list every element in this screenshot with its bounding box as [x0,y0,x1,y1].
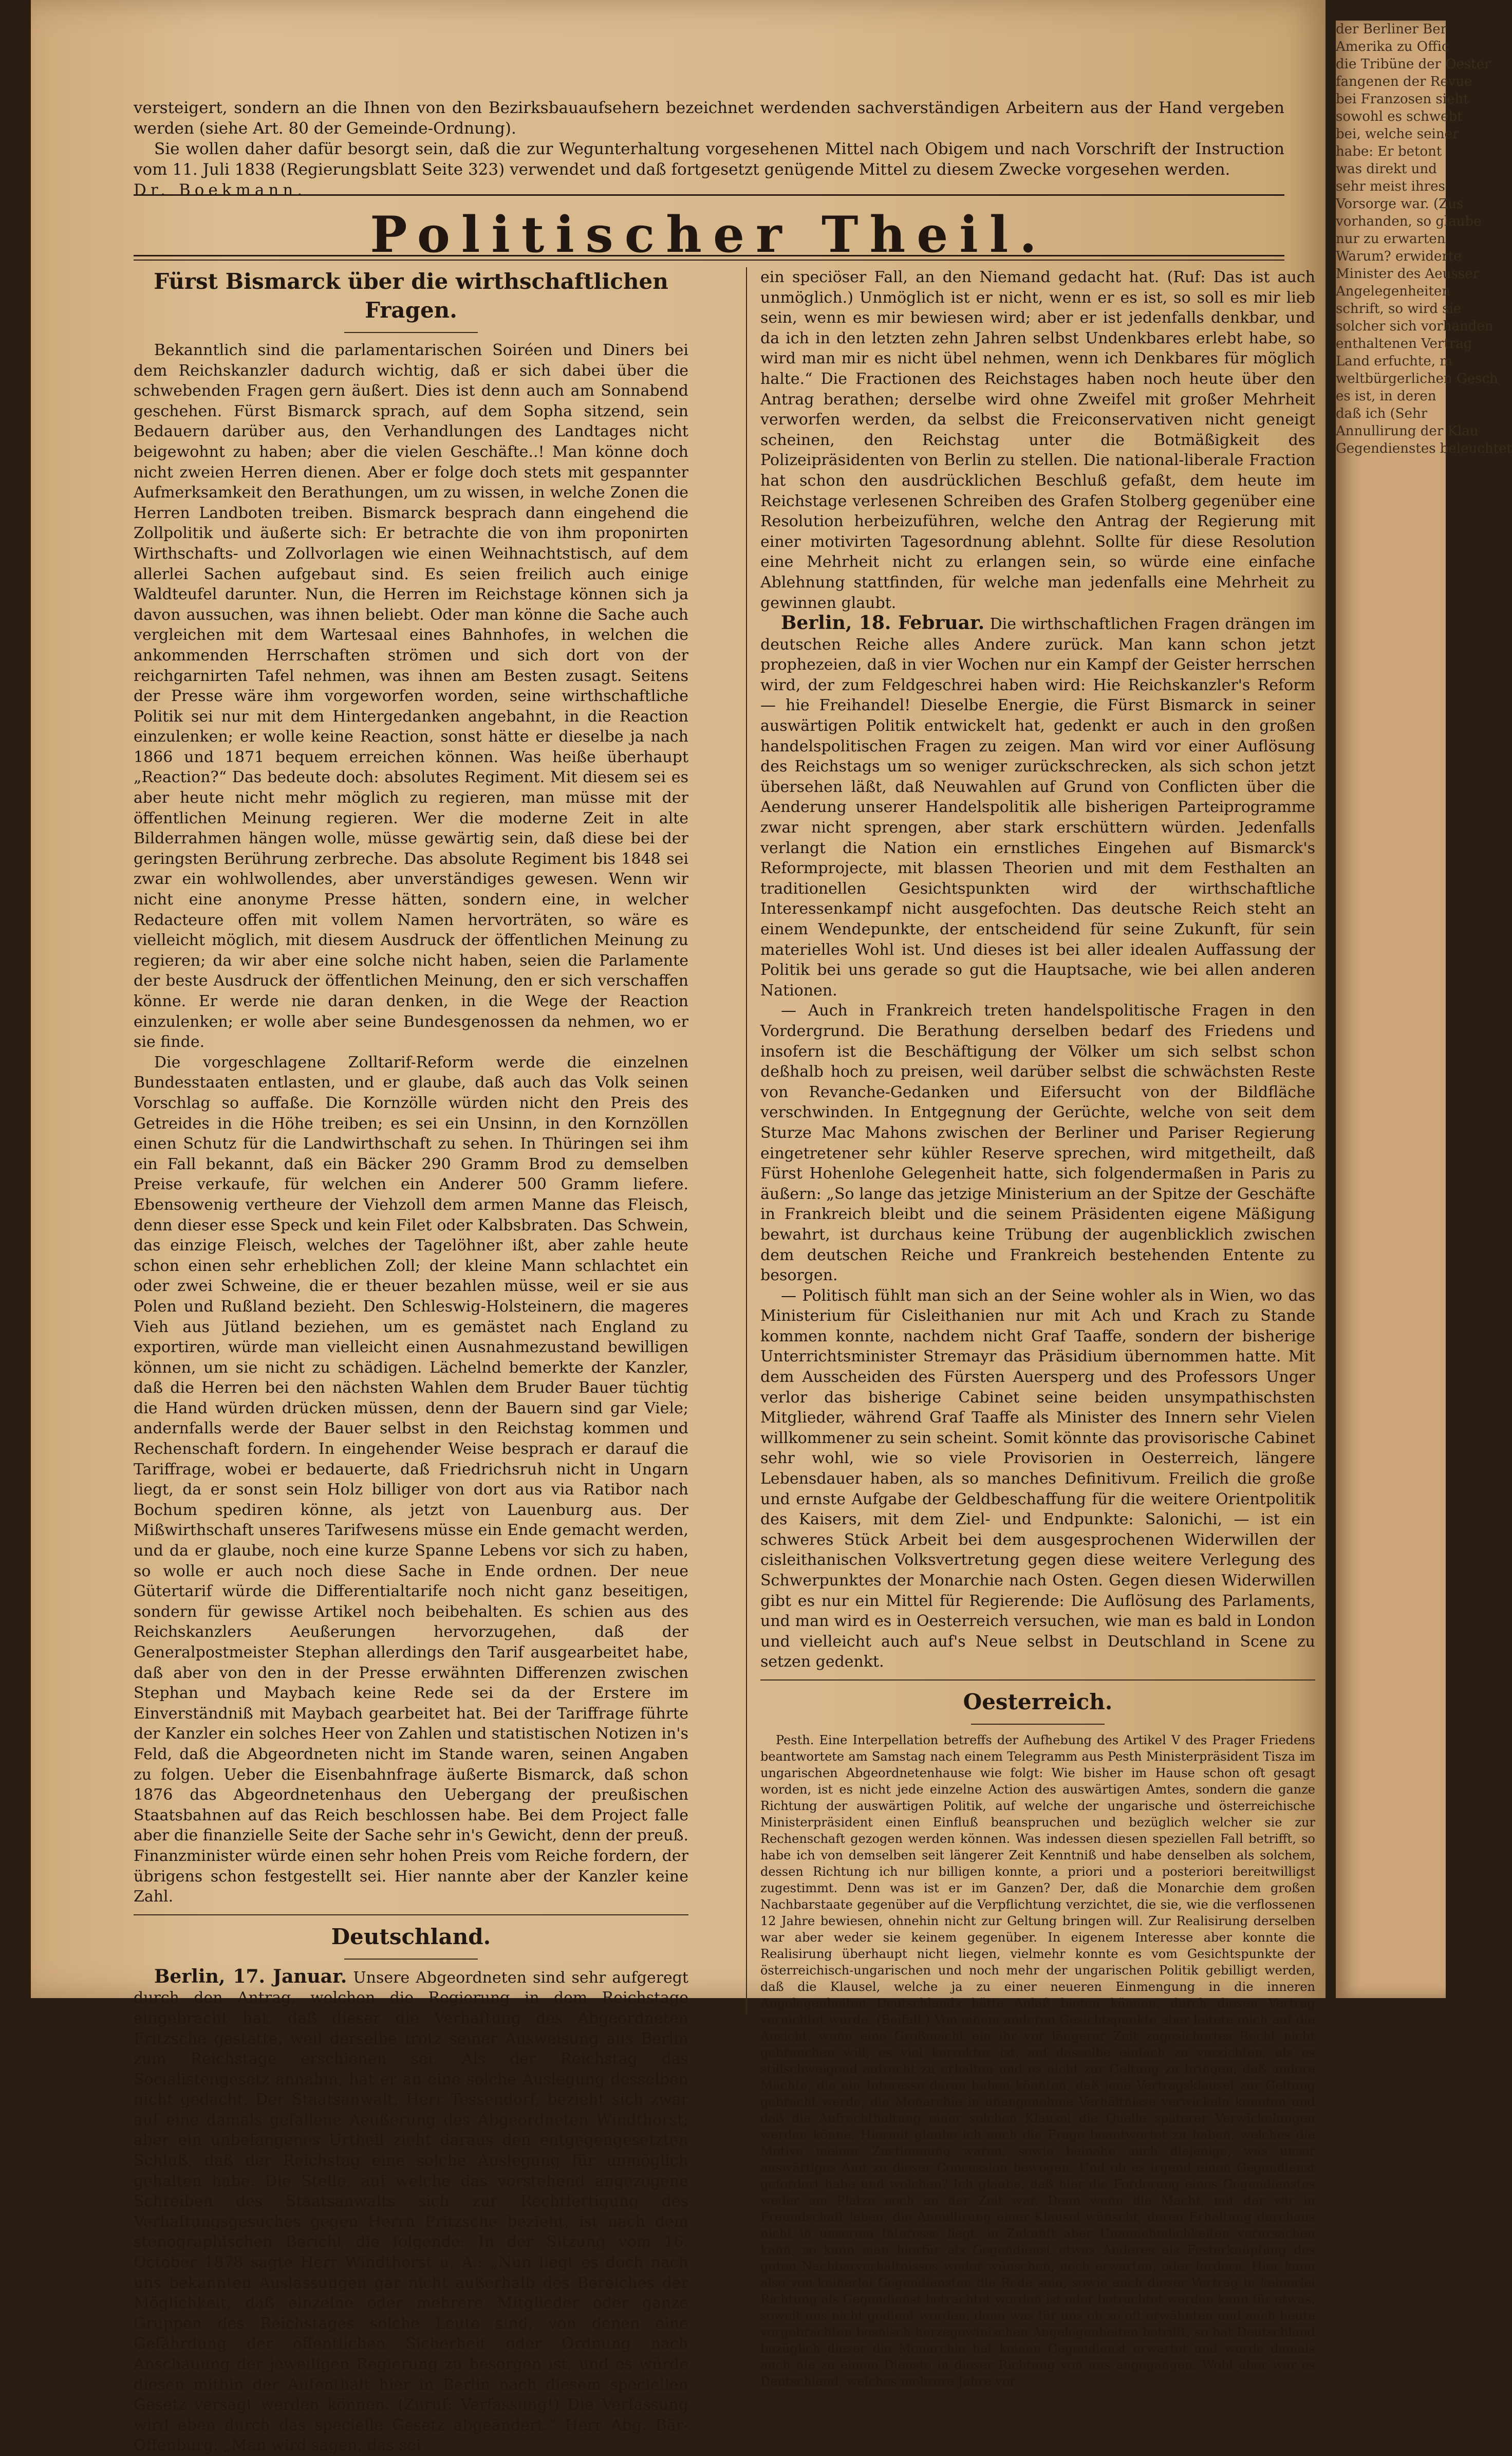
edge-text-line: Warum? erwiderte [1336,249,1462,264]
edge-text-line: sowohl es schwebt [1336,109,1463,124]
edge-text-line: der Berliner Ber [1336,22,1447,37]
dateline: Berlin, 18. Februar. [781,612,985,634]
edge-text-line: solcher sich vorhanden [1336,319,1494,334]
article-paragraph: Unsere Abgeordneten sind sehr aufgeregt durch den Antrag, welchen die Regierung in dem Reichstage eingebracht hat, daß dieser die Verhaftung des Abgeordneten Fritzsche gestatte, weil derselbe trotz seiner Ausweisung aus Berlin zum Reichstage erschienen sei. Als der Reichstag das Socialistengesetz annahm, hat er an eine solche Auslegung desselben nicht gedacht. Der Staatsanwalt, Herr Tessendorf, bezieht sich zwar auf eine damals gefallene Aeußerung des Abgeordneten Windthorst; aber ein unbefangenes Urtheil zieht daraus den entgegengesetzten Schluß, daß der Reichstag eine solche Auslegung für unmöglich gehalten habe. Die Stelle, auf welche das vorstehend angezogene Schreiben des Staatsanwalts sich zur Rechtfertigung des Verhaftungsgesuches gegen Herrn Fritzsche bezieht, ist nach dem stenographischen Bericht die folgende: In der Sitzung vom 16. October 1878 sagte Herr Windthorst u. A.: „Nun liegt es doch nach uns bekannten Auslassungen gar nicht außerhalb des Bereiches der Möglichkeit, daß einzelne oder mehrere Mitglieder oder ganze Gruppen des Reichstages solche Leute sind, von denen eine Gefährdung der öffentlichen Sicherheit oder Ordnung nach Anschauung der jeweiligen Regierung zu besorgen ist, und es würde diesen mithin der Aufenthalt hier in Berlin nach diesem speciellen Gesetz versagt werden können. (Zuruf: Verfassung!) Die Verfassung wird eben durch das specielle Gesetz abgeändert.“ Herr Abg. Bär-Offenburg: „Man wird sagen, das sei [134,1968,688,2455]
edge-text-line: Vorsorge war. (Zus [1336,196,1464,212]
edge-text-line: daß ich (Sehr [1336,406,1428,421]
edge-text-lines [1336,21,1512,457]
edge-text-line: bei Franzosen sieht [1336,91,1469,107]
dateline: Berlin, 17. Januar. [154,1965,347,1987]
section-heading-oesterreich: Oesterreich. [963,1689,1113,1714]
notice-line-2: Sie wollen daher dafür besorgt sein, daß die zur Wegunterhaltung vorgesehenen Mittel nach Obigem und nach Vorschrift der Instruction vom 11. Juli 1838 (Regierungsblatt Seite 323) verwendet und daß fortgesetzt genügende Mittel zu diesem Zwecke vorgesehen werden. [134,140,1284,179]
small-print-block [760,1732,1315,2390]
section-divider [760,1679,1315,1681]
edge-text-line: Annullirung der Klau [1336,423,1479,439]
heading-rule [971,1724,1105,1725]
heading-rule [344,1959,478,1960]
article-paragraph: ein speciöser Fall, an den Niemand gedacht hat. (Ruf: Das ist auch unmöglich.) Unmöglich ist er nicht, wenn er es ist, so soll es mir lieb sein, wenn es mir bewiesen wird; aber er ist jedenfalls denkbar, und da ich in den letzten zehn Jahren selbst Undenkbares erlebt habe, so wird man mir es nicht übel nehmen, wenn ich Denkbares für möglich halte.“ Die Fractionen des Reichstages haben noch heute über den Antrag berathen; derselbe wird ohne Zweifel mit großer Mehrheit verworfen werden, da selbst die Freiconservativen nicht geneigt scheinen, den Reichstag unter die Botmäßigkeit des Polizeipräsidenten von Berlin zu stellen. Die national-liberale Fraction hat schon den ausdrücklichen Beschluß gefaßt, dem heute im Reichstage verlesenen Schreiben des Grafen Stolberg gegenüber eine Resolution herbeizuführen, welche den Antrag der Regierung mit einer motivirten Tagesordnung ablehnt. Sollte für diese Resolution eine Mehrheit nicht zu erlangen sein, so würde eine einfache Ablehnung stattfinden, für welche man jedenfalls eine Mehrheit zu gewinnen glaubt. [760,268,1315,612]
edge-text-line: bei, welche seiner [1336,126,1459,142]
article-paragraph: Bekanntlich sind die parlamentarischen Soiréen und Diners bei dem Reichskanzler dadurch wichtig, daß er sich dabei über die schwebenden Fragen gern äußert. Dies ist denn auch am Sonnabend geschehen. Fürst Bismarck sprach, auf dem Sopha sitzend, sein Bedauern darüber aus, den Verhandlungen des Landtages nicht beigewohnt zu haben; aber die vielen Geschäfte..! Man könne doch nicht zweien Herren dienen. Aber er folge doch stets mit gespannter Aufmerksamkeit den Berathungen, um zu wissen, in welche Zonen die Herren Landboten treiben. Bismarck besprach dann eingehend die Zollpolitik und äußerte sich: Er betrachte die von ihm proponirten Wirthschafts- und Zollvorlagen wie einen Weihnachtstisch, auf dem allerlei Sachen aufgebaut sind. Es seien freilich auch einige Waldteufel darunter. Nun, die Herren im Reichstage können sich ja davon aussuchen, was ihnen beliebt. Oder man könne die Sache auch vergleichen mit dem Wartesaal eines Bahnhofes, in welchen die ankommenden Herrschaften strömen und sich dort von der reichgarnirten Tafel nehmen, was ihnen am Besten zusagt. Seitens der Presse wäre ihm vorgeworfen worden, seine wirthschaftliche Politik sei nur mit dem Hintergedanken angebahnt, in die Reaction einzulenken; er wolle keine Reaction, sonst hätte er dieselbe ja nach 1866 und 1871 bequem erreichen können. Was heiße überhaupt „Reaction?“ Das bedeute doch: absolutes Regiment. Mit diesem sei es aber heute nicht mehr möglich zu regieren, man müsse mit der öffentlichen Meinung regieren. Wer die moderne Zeit in alte Bilderrahmen hängen wolle, müsse gewärtig sein, daß diese bei der geringsten Berührung zerbreche. Das absolute Regiment bis 1848 sei zwar ein wohlwollendes, aber unverständiges gewesen. Wenn wir nicht eine anonyme Presse hätten, sondern eine, in welcher Redacteure offen mit vollem Namen hervorträten, so wäre es vielleicht möglich, mit diesem Ausdruck der öffentlichen Meinung zu regieren; da wir aber eine solche nicht haben, seien die Parlamente der beste Ausdruck der öffentlichen Meinung, den er sich verschaffen könne. Er werde nie daran denken, in die Wege der Reaction einzulenken; er wolle aber seine Bundesgenossen da nehmen, wo er sie finde. [134,341,688,1051]
masthead-rule [134,255,1284,261]
article-paragraph: Die wirthschaftlichen Fragen drängen im deutschen Reiche alles Andere zurück. Man kann schon jetzt prophezeien, daß in vier Wochen nur ein Kampf der Geister herrschen wird, der zum Feldgeschrei haben wird: Hie Reichskanzler's Reform — hie Freihandel! Dieselbe Energie, die Fürst Bismarck in seiner auswärtigen Politik entwickelt hat, gedenkt er auch in den großen handelspolitischen Fragen zu zeigen. Man wird vor einer Auflösung des Reichstags um so weniger zurückschrecken, als sich schon jetzt übersehen läßt, daß Neuwahlen auf Grund von Conflicten über die Aenderung unserer Handelspolitik alle bisherigen Parteiprogramme zwar nicht sprengen, aber stark erschüttern würden. Jedenfalls verlangt die Nation ein ernstliches Eingehen auf Bismarck's Reformprojecte, mit blassen Theorien und mit dem Festhalten an traditionellen Gesichtspunkten wird der wirthschaftliche Interessenkampf nicht ausgefochten. Das deutsche Reich steht an einem Wendepunkte, der entscheidend für seine Zukunft, für sein materielles Wohl ist. Und dieses ist bei aller idealen Auffassung der Politik bei uns gerade so gut die Hauptsache, wie bei allen anderen Nationen. [760,615,1315,1000]
edge-text-line: Amerika zu Offic [1336,39,1449,54]
article-paragraph: Die vorgeschlagene Zolltarif-Reform werde die einzelnen Bundesstaaten entlasten, und er glaube, daß auch das Volk seinen Vorschlag so auffaße. Die Kornzölle würden nicht den Preis des Getreides in die Höhe treiben; es sei ein Unsinn, in den Kornzöllen einen Schutz für die Landwirthschaft zu sehen. In Thüringen sei ihm ein Fall bekannt, daß ein Bäcker 290 Gramm Brod zu demselben Preise verkaufe, für welchen ein Anderer 500 Gramm liefere. Ebensowenig vertheure der Viehzoll dem armen Manne das Fleisch, denn dieser esse Speck und kein Filet oder Kalbsbraten. Das Schwein, das einzige Fleisch, welches der Tagelöhner ißt, aber zahle heute schon einen sehr erheblichen Zoll; der kleine Mann schlachtet ein oder zwei Schweine, die er theuer bezahlen müsse, weil er sie aus Polen und Rußland bezieht. Den Schleswig-Holsteinern, die mageres Vieh aus Jütland beziehen, um es gemästet nach England zu exportiren, würde man vielleicht einen Ausnahmezustand bewilligen können, um sie nicht zu schädigen. Lächelnd bemerkte der Kanzler, daß die Herren bei den nächsten Wahlen dem Bruder Bauer tüchtig die Hand würden drücken müssen, denn der Bauern sind gar Viele; andernfalls werde der Bauer selbst in den Reichstag kommen und Rechenschaft fordern. In eingehender Weise besprach er darauf die Tariffrage, wobei er bedauerte, daß Friedrichsruh nicht in Ungarn liegt, da er sonst sein Holz billiger von dort aus via Ratibor nach Bochum spediren könne, als jetzt von Lauenburg aus. Der Mißwirthschaft unseres Tarifwesens müsse ein Ende gemacht werden, und da er glaube, noch eine kurze Spanne Lebens vor sich zu haben, so wolle er auch noch diese Sache in Ende ordnen. Der neue Gütertarif würde die Differentialtarife noch nicht ganz beseitigen, sondern für gewisse Artikel noch beibehalten. Es schien aus des Reichskanzlers Aeußerungen hervorzugehen, daß der Generalpostmeister Stephan allerdings den Tarif ausgearbeitet habe, daß aber von den in der Presse erwähnten Differenzen zwischen Stephan und Maybach keine Rede sei da der Erstere im Einverständniß mit Maybach gearbeitet hat. Bei der Tariffrage führte der Kanzler ein solches Heer von Zahlen und statistischen Notizen in's Feld, daß die Abgeordneten nicht im Stande waren, seinen Angaben zu folgen. Ueber die Eisenbahnfrage äußerte Bismarck, daß schon 1876 das Abgeordnetenhaus den Uebergang der preußischen Staatsbahnen auf das Reich beschlossen habe. Bei dem Project falle aber die finanzielle Seite der Sache sehr in's Gewicht, denn der preuß. Finanzminister würde einen sehr hohen Preis vom Reiche fordern, der übrigens schon festgestellt sei. Hier nannte aber der Kanzler keine Zahl. [134,1053,688,1906]
edge-text-line: Angelegenheiten [1336,284,1451,299]
edge-text-line: es ist, in deren [1336,389,1436,404]
edge-text-line: Land erfuchte, m [1336,354,1452,369]
edge-text-line: schrift, so wird sie [1336,301,1462,317]
edge-text-line: die Tribüne der Oester [1336,57,1491,72]
edge-text-line: sehr meist ihres [1336,179,1445,194]
edge-text-line: weltbürgerlichen Gesch [1336,371,1498,386]
edge-text-line: nur zu erwarten [1336,231,1446,247]
column-divider [746,267,747,2015]
edge-text-line: was direkt und [1336,161,1437,177]
edge-text-line: Minister des Aeusser [1336,266,1479,282]
section-divider [134,1914,688,1915]
article-heading-bismarck: Fürst Bismarck über die wirthschaftlichen Fragen. [154,269,668,323]
divider-rule [134,194,1284,196]
official-notice [134,98,1284,200]
notice-line-1: versteigert, sondern an die Ihnen von den Bezirksbauaufsehern bezeichnet werdenden sachverständigen Arbeitern aus der Hand vergeben werden (siehe Art. 80 der Gemeinde-Ordnung). [134,99,1284,138]
article-paragraph: — Auch in Frankreich treten handelspolitische Fragen in den Vordergrund. Die Berathung derselben bedarf des Friedens und insofern ist die Beschäftigung der Völker um sich selbst schon deßhalb hoch zu preisen, weil darüber selbst die schwächsten Reste von Revanche-Gedanken und Eifersucht von der Bildfläche verschwinden. In Entgegnung der Gerüchte, welche von seit dem Sturze Mac Mahons zwischen der Berliner und Pariser Regierung eingetretener sehr kühler Reserve sprechen, wird mitgetheilt, daß Fürst Hohenlohe Gelegenheit hatte, sich folgendermaßen in Paris zu äußern: „So lange das jetzige Ministerium an der Spitze der Geschäfte in Frankreich bleibt und die seinem Präsidenten eigene Mäßigung bewahrt, ist durchaus keine Trübung der augenblicklich zwischen dem deutschen Reiche und Frankreich bestehenden Entente zu besorgen. [760,1002,1315,1285]
heading-rule [344,332,478,333]
article-paragraph: — Politisch fühlt man sich an der Seine wohler als in Wien, wo das Ministerium für Cisleithanien nur mit Ach und Krach zu Stande kommen konnte, nachdem nicht Graf Taaffe, sondern der bisherige Unterrichtsminister Stremayr das Präsidium übernommen hatte. Mit dem Ausscheiden des Fürsten Auersperg und des Professors Unger verlor das bisherige Cabinet seine beiden unsympathischsten Mitglieder, während Graf Taaffe als Minister des Innern sehr Vielen willkommener zu sein scheint. Somit könnte das provisorische Cabinet sehr wohl, wie so viele Provisorien in Oesterreich, längere Lebensdauer haben, als so manches Definitivum. Freilich die große und ernste Aufgabe der Geldbeschaffung für die weitere Orientpolitik des Kaisers, mit dem Ziel- und Endpunkte: Salonichi, — ist ein schweres Stück Arbeit bei dem ausgesprochenen Widerwillen der cisleithanischen Volksvertretung gegen diese weitere Verlegung des Schwerpunktes der Monarchie nach Osten. Gegen diesen Widerwillen gibt es nur ein Mittel für Regierende: Die Auflösung des Parlaments, und man wird es in Oesterreich versuchen, wie man es bald in London und vielleicht auch auf's Neue selbst in Deutschland in Scene zu setzen gedenkt. [760,1286,1315,1671]
section-heading-deutschland: Deutschland. [331,1924,491,1949]
section-masthead: Politischer Theil. [370,206,1048,264]
edge-text-line: Gegendienstes beleuchtet [1336,441,1512,456]
edge-text-line: habe: Er betont [1336,144,1442,159]
edge-text-line: fangenen der Revue [1336,74,1472,89]
article-paragraph: Pesth. Eine Interpellation betreffs der Aufhebung des Artikel V des Prager Friedens beantwortete am Samstag nach einem Telegramm aus Pesth Ministerpräsident Tisza im ungarischen Abgeordnetenhause wie folgt: Wie bisher im Hause schon oft gesagt worden, ist es nicht jede einzelne Action des auswärtigen Amtes, sondern die ganze Richtung der auswärtigen Politik, auf welche der ungarische und österreichische Ministerpräsident einen Einfluß beanspruchen und bezüglich welcher sie zur Rechenschaft gezogen werden können. Was indessen diesen speziellen Fall betrifft, so habe ich von demselben seit längerer Zeit Kenntniß und habe denselben als solchem, dessen Richtung ich nur billigen konnte, a priori und a posteriori bereitwilligst zugestimmt. Denn was ist er im Ganzen? Der, daß die Monarchie dem großen Nachbarstaate gegenüber auf die Verpflichtung verzichtet, die sie, wie die verflossenen 12 Jahre bewiesen, ohnehin nicht zur Geltung bringen will. Zur Realisirung derselben war aber weder sie keinem gegenüber. In eigenem Interesse aber konnte die Realisirung überhaupt nicht liegen, vielmehr konnte es vom Gesichtspunkte der österreichisch-ungarischen und noch mehr der ungarischen Politik gebilligt werden, daß die Klausel, welche ja zu einer neueren Einmengung in die inneren Angelegenheiten Deutschlands hätte Anlaß bieten können, durch diesen Vertrag vernichtet wurde. (Beifall.) Von einem anderen Gesichtspunkte aber leitete mich auf die Ansicht, wenn eine Großmacht ein ihr vor längerer Zeit zugesichertes Recht nicht gebrauchen will, es viel korrekter ist, auf dasselbe einfach zu verzichten, als es stillschweigend aufrecht zu erhalten und es nicht zur Geltung zu bringen; daß andere Mächte, die ein Interesse daran haben könnten, daß jene Vertragsklausel zur Geltung gebracht werde, die Monarchie in unangenehme Verhältnisse verwickeln konnten und daß die Aufrechthaltung einer solchen Klausel die Quelle späterer Verwickelungen werden könne. Hiermit glaube ich auch die Frage beantwortet zu haben, welches die Motive meiner Zustimmung waren, sowie beinahe auch diejenige, was unser auswärtiges Amt zu dieser Concession bewogen. Und ob es irgend einen Gegendienst gefordert habe und welchen? Ich glaube, daß hier die Forderung eines Gegendienstes weder am Platze noch an der Zeit war. Denn wenn die Macht, mit der wir in Freundschaft leben, die Annullirung einer Klausel wünscht, deren Erhaltung durchaus nicht in unserem Interesse liegt, in Zukunft aber Unannehmlichkeiten verursachen kann, so kann man hierfür als Gegendienst etwas Anderes als Festerknüpfung des guten Nachbarverhältnisses weder wünschen, noch erwarten, oder fordern. Hier kann also von keinerlei Gegendiensten die Rede sein, sowie auch dieser Vertrag in keinerlei Richtung als Gegendienst betrachtet worden ist oder betrachtet werden kann für etwas, soweit uns nicht gedient worden; denn was für uns ob so oft erwähnten und auch heute vorgebrachten bosnisch-herzegowinischen Angelegenheiten betrifft, so hat Deutschland bezüglich dieser die Monarchie hat keinen Gegendienst erwartet und wurde damals auch nie zu einem Dienste in dieser Richtung von uns angegangen. Wohl aber war es Deutschland, welches mehrere Jahre vor [760,1732,1315,2389]
edge-text-line: enthaltenen Vertrag [1336,336,1472,352]
right-column [760,267,1315,2390]
notice-signature: Dr. Boekmann. [134,181,307,199]
newspaper-page [31,0,1326,2455]
edge-text-line: vorhanden, so glaube [1336,214,1482,229]
adjacent-page-edge [1336,21,1512,1998]
left-column [134,267,688,2456]
